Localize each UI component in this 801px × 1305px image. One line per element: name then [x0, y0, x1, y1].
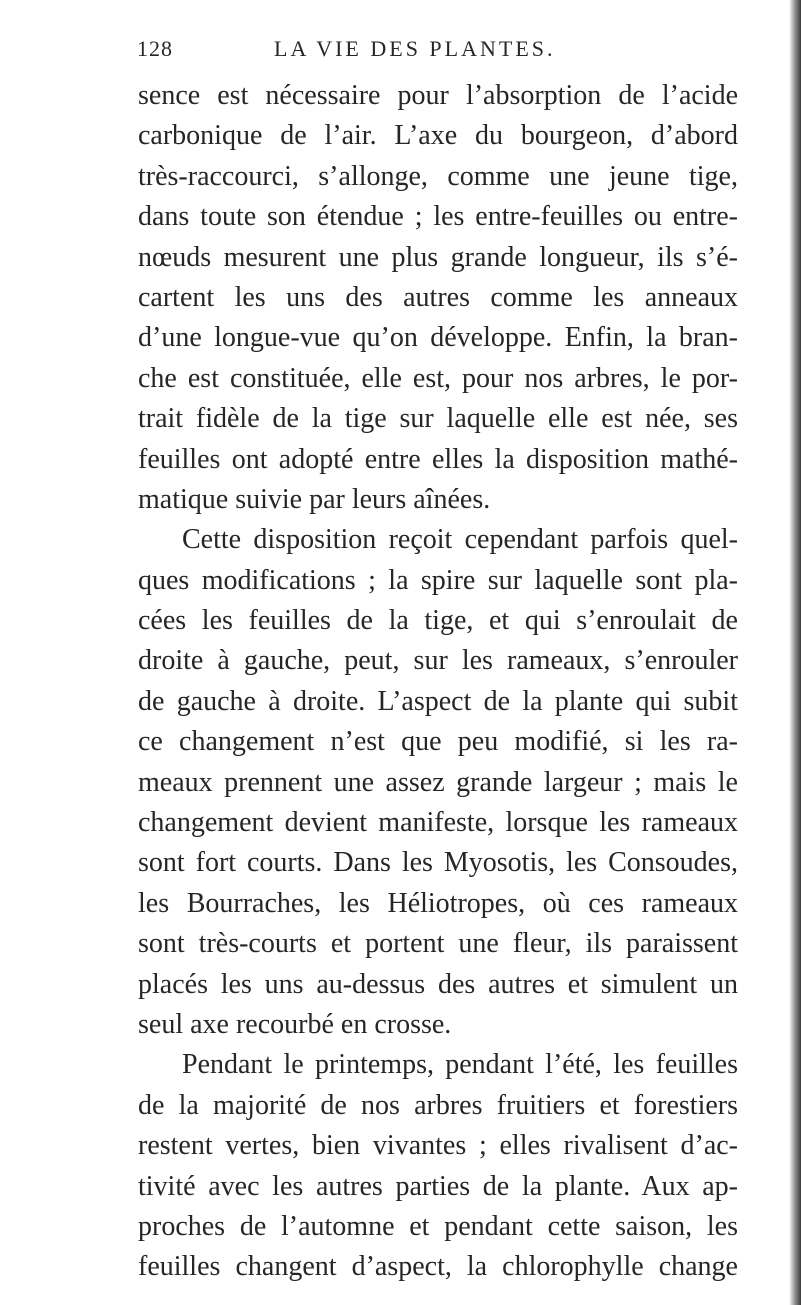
text-line: sont très-courts et portent une fleur, ils paraissent [138, 928, 738, 960]
text-line: ques modifications ; la spire sur laquelle sont pla- [138, 564, 738, 596]
text-line: Pendant le printemps, pendant l’été, les feuilles [182, 1049, 738, 1081]
text-line: feuilles ont adopté entre elles la disposition mathé- [138, 443, 738, 475]
text-line: restent vertes, bien vivantes ; elles rivalisent d’ac- [138, 1130, 738, 1162]
text-line: nœuds mesurent une plus grande longueur, ils s’é- [138, 241, 738, 273]
text-line: très-raccourci, s’allonge, comme une jeune tige, [138, 160, 738, 192]
text-line: cartent les uns des autres comme les anneaux [138, 281, 738, 313]
text-line: tivité avec les autres parties de la plante. Aux ap- [138, 1170, 738, 1202]
text-line: de la majorité de nos arbres fruitiers et forestiers [138, 1089, 738, 1121]
text-line: seul axe recourbé en crosse. [138, 1008, 452, 1040]
text-line: les Bourraches, les Héliotropes, où ces rameaux [138, 887, 738, 919]
text-line: che est constituée, elle est, pour nos arbres, le por- [138, 362, 738, 394]
text-line: changement devient manifeste, lorsque les rameaux [138, 807, 738, 839]
text-line: meaux prennent une assez grande largeur ; mais le [138, 766, 738, 798]
text-line: sence est nécessaire pour l’absorption de l’acide [138, 80, 738, 111]
text-line: d’une longue-vue qu’on développe. Enfin, la bran- [138, 322, 738, 354]
text-line: proches de l’automne et pendant cette saison, les [138, 1210, 738, 1242]
page-header [137, 36, 697, 64]
text-line: trait fidèle de la tige sur laquelle elle est née, ses [138, 403, 738, 435]
text-line: feuilles changent d’aspect, la chlorophylle change [138, 1251, 738, 1283]
body-text [138, 76, 738, 1288]
text-line: carbonique de l’air. L’axe du bourgeon, d’abord [138, 120, 738, 152]
page-edge-shadow [789, 0, 801, 1305]
text-line: ce changement n’est que peu modifié, si les ra- [138, 726, 738, 758]
running-title: LA VIE DES PLANTES. [274, 36, 556, 61]
text-line: de gauche à droite. L’aspect de la plante qui subit [138, 685, 738, 717]
text-line: Cette disposition reçoit cependant parfois quel- [182, 524, 738, 556]
text-line: matique suivie par leurs aînées. [138, 483, 491, 515]
text-line: droite à gauche, peut, sur les rameaux, s’enrouler [138, 645, 738, 677]
text-line: cées les feuilles de la tige, et qui s’enroulait de [138, 605, 738, 637]
text-line: placés les uns au-dessus des autres et simulent un [138, 968, 738, 1000]
text-line: sont fort courts. Dans les Myosotis, les Consoudes, [138, 847, 738, 879]
text-line: dans toute son étendue ; les entre-feuilles ou entre- [138, 201, 738, 233]
page-number: 128 [137, 36, 173, 61]
